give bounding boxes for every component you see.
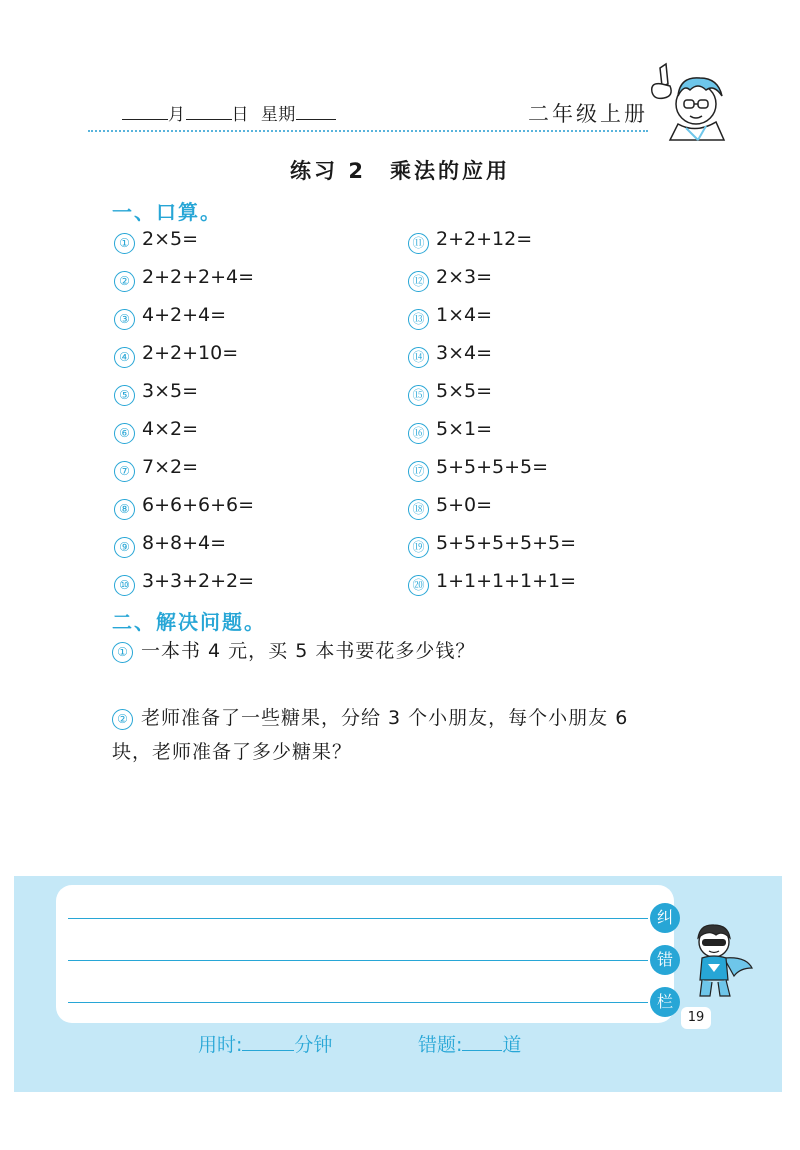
writing-line	[68, 918, 648, 919]
problem-item	[408, 416, 492, 442]
problem-item	[408, 492, 492, 518]
word-problem-text-continued: 块，老师准备了多少糖果？	[112, 741, 353, 763]
problem-expression: 5+5+5+5=	[436, 456, 549, 478]
problem-expression: 2×5=	[142, 228, 199, 250]
wrong-count-field	[418, 1030, 521, 1057]
problem-expression: 2+2+10=	[142, 342, 239, 364]
problem-number: ⑭	[408, 347, 429, 368]
time-used-label: 用时:	[198, 1034, 243, 1056]
problem-number: ①	[112, 642, 133, 663]
problem-number: ⑨	[114, 537, 135, 558]
problem-number: ⑲	[408, 537, 429, 558]
wrong-unit: 道	[502, 1034, 522, 1056]
problem-number: ⑩	[114, 575, 135, 596]
problem-item	[114, 492, 254, 518]
problem-expression: 5+5+5+5+5=	[436, 532, 577, 554]
problem-expression: 5×1=	[436, 418, 493, 440]
problem-expression: 3+3+2+2=	[142, 570, 255, 592]
problem-item	[114, 226, 198, 252]
problem-item	[408, 340, 492, 366]
problem-number: ⑯	[408, 423, 429, 444]
problem-number: ③	[114, 309, 135, 330]
writing-line	[68, 960, 648, 961]
word-problem-2	[112, 701, 712, 769]
correction-badge: 错	[650, 945, 680, 975]
correction-badge: 纠	[650, 903, 680, 933]
problem-expression: 7×2=	[142, 456, 199, 478]
problem-number: ⑱	[408, 499, 429, 520]
problem-item	[408, 530, 576, 556]
problem-expression: 3×4=	[436, 342, 493, 364]
problem-item	[114, 264, 254, 290]
problem-number: ②	[112, 709, 133, 730]
writing-line	[68, 1002, 648, 1003]
problem-number: ⑥	[114, 423, 135, 444]
wrong-count-label: 错题:	[418, 1034, 463, 1056]
word-problem-text: 一本书 4 元，买 5 本书要花多少钱？	[141, 640, 476, 662]
problem-expression: 5×5=	[436, 380, 493, 402]
problem-item	[114, 454, 198, 480]
time-used-field	[198, 1030, 332, 1057]
problem-expression: 2+2+2+4=	[142, 266, 255, 288]
problem-item	[114, 378, 198, 404]
date-line	[122, 100, 336, 125]
day-blank[interactable]	[186, 105, 232, 120]
section-heading-word-problems: 二、解决问题。	[112, 610, 266, 634]
page-title: 练习 2 乘法的应用	[290, 159, 510, 183]
word-problem-1	[112, 634, 712, 668]
day-label: 日	[231, 105, 249, 125]
problem-expression: 4+2+4=	[142, 304, 227, 326]
problem-expression: 1+1+1+1+1=	[436, 570, 577, 592]
problem-item	[408, 454, 548, 480]
time-unit: 分钟	[294, 1034, 333, 1056]
problem-number: ⑮	[408, 385, 429, 406]
problem-expression: 2×3=	[436, 266, 493, 288]
problem-item	[408, 378, 492, 404]
time-used-blank[interactable]	[242, 1034, 294, 1051]
correction-badge: 栏	[650, 987, 680, 1017]
problem-item	[114, 302, 226, 328]
problem-expression: 8+8+4=	[142, 532, 227, 554]
weekday-blank[interactable]	[296, 105, 336, 120]
problem-item	[408, 568, 576, 594]
problem-number: ⑧	[114, 499, 135, 520]
problem-item	[408, 302, 492, 328]
month-blank[interactable]	[122, 105, 168, 120]
problem-expression: 2+2+12=	[436, 228, 533, 250]
wrong-count-blank[interactable]	[462, 1034, 502, 1051]
problem-item	[114, 568, 254, 594]
problem-item	[114, 530, 226, 556]
problem-number: ⑤	[114, 385, 135, 406]
weekday-label: 星期	[260, 105, 296, 125]
month-label: 月	[168, 105, 186, 125]
problem-number: ⑳	[408, 575, 429, 596]
mascot-boy-pointing-icon	[640, 62, 732, 142]
grade-label: 二年级上册	[528, 102, 648, 126]
problem-expression: 5+0=	[436, 494, 493, 516]
mascot-superhero-icon	[684, 918, 754, 1002]
word-problem-text: 老师准备了一些糖果，分给 3 个小朋友，每个小朋友 6	[141, 707, 629, 729]
problem-expression: 6+6+6+6=	[142, 494, 255, 516]
header-divider	[88, 130, 648, 132]
problem-item	[114, 416, 198, 442]
problem-number: ①	[114, 233, 135, 254]
problem-number: ⑪	[408, 233, 429, 254]
problem-number: ⑬	[408, 309, 429, 330]
problem-expression: 3×5=	[142, 380, 199, 402]
problem-item	[114, 340, 238, 366]
problem-expression: 4×2=	[142, 418, 199, 440]
problem-number: ⑫	[408, 271, 429, 292]
problem-number: ④	[114, 347, 135, 368]
problem-item	[408, 226, 532, 252]
problem-item	[408, 264, 492, 290]
problem-number: ②	[114, 271, 135, 292]
problem-number: ⑦	[114, 461, 135, 482]
problem-number: ⑰	[408, 461, 429, 482]
problem-expression: 1×4=	[436, 304, 493, 326]
section-heading-oral-calc: 一、口算。	[112, 200, 222, 224]
page-number: 19	[681, 1007, 711, 1029]
